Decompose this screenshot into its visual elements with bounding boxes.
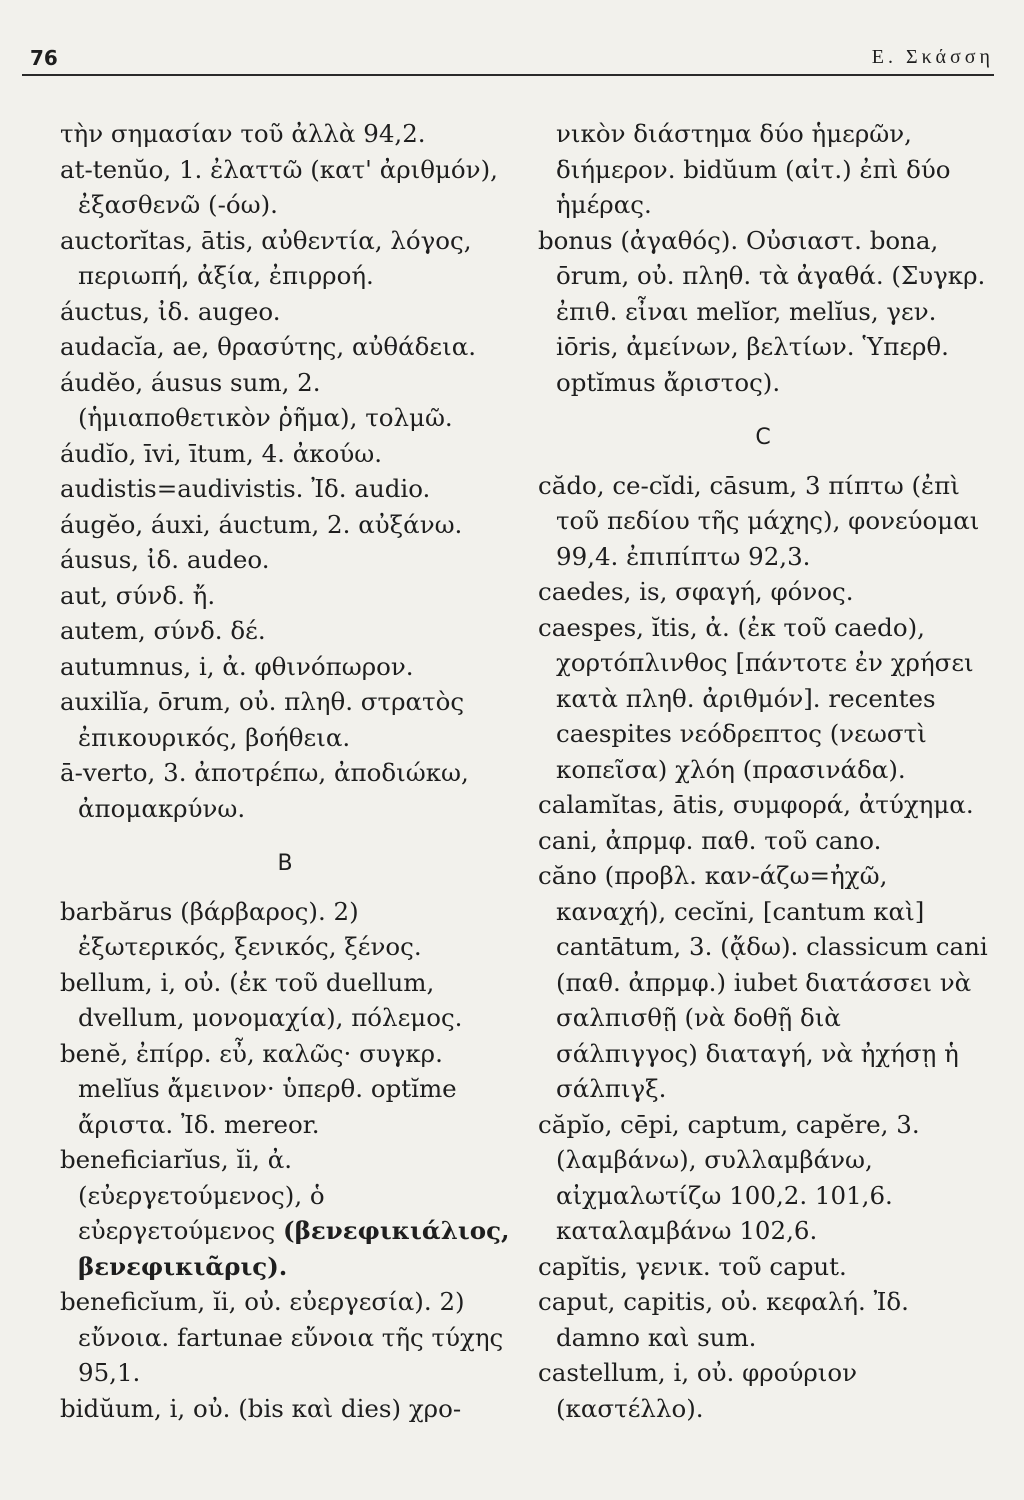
dictionary-entry: τὴν σημασίαν τοῦ ἀλλὰ 94,2. [60,119,426,148]
entry-text: beneficiarĭus, ĭi, ἀ. (εὐεργετούμενος), ὁ εὐεργετούμενος [60,1145,325,1245]
dictionary-entry: áugĕo, áuxi, áuctum, 2. αὐξάνω. [60,509,463,539]
dictionary-entry: bellum, i, οὐ. (ἐκ τοῦ duellum, dvellum, μονομαχία), πόλεμος. [60,967,463,1032]
dictionary-entry: caedes, is, σφαγή, φόνος. [538,577,854,606]
section-letter-c: C [755,425,771,450]
page-header [22,40,994,76]
dictionary-entry: caespes, ĭtis, ἀ. (ἐκ τοῦ caedo), χορτόπλινθος [πάντοτε ἐν χρήσει κατὰ πληθ. ἀριθμόν]. recentes caespites νεόδρεπτος (νεωστὶ κοπεῖσα) χλόη (πρασινάδα). [538,612,974,784]
entry-bold-gloss: (βενεφικιάλιος, βενεφικιᾶρις). [78,1216,510,1281]
dictionary-entry: ā-verto, 3. ἀποτρέπω, ἀποδιώκω, ἀπομακρύνω. [60,758,469,823]
dictionary-entry: áuctus, ἰδ. augeo. [60,296,281,326]
dictionary-entry: auctorĭtas, ātis, αὐθεντία, λόγος, περιωπή, ἀξία, ἐπιρροή. [60,225,472,290]
dictionary-entry: barbărus (βάρβαρος). 2) ἐξωτερικός, ξενικός, ξένος. [60,896,422,961]
dictionary-entry: áudĕo, áusus sum, 2. (ἡμιαποθετικὸν ῥῆμα), τολμῶ. [60,367,453,432]
dictionary-entry: cădo, ce-cĭdi, cāsum, 3 πίπτω (ἐπὶ τοῦ πεδίου τῆς μάχης), φονεύομαι 99,4. ἐπιπίπτω 92,3. [538,470,980,571]
dictionary-entry: capĭtis, γενικ. τοῦ caput. [538,1251,847,1281]
dictionary-entry: autem, σύνδ. δέ. [60,616,266,645]
dictionary-entry: áudĭo, īvi, ītum, 4. ἀκούω. [60,438,383,468]
dictionary-entry-beneficiarius [60,1142,510,1284]
dictionary-entry: audacĭa, ae, θρασύτης, αὐθάδεια. [60,332,477,361]
dictionary-entry: cani, ἀπρμφ. παθ. τοῦ cano. [538,825,882,855]
dictionary-entry: beneficĭum, ĭi, οὐ. εὐεργεσία). 2) εὔνοια. fartunae εὔνοια τῆς τύχης 95,1. [60,1287,504,1387]
dictionary-entry: căno (προβλ. καν-άζω=ἠχῶ, καναχή), cecĭni, [cantum καὶ] cantātum, 3. (ᾄδω). classicum cani (παθ. ἀπρμφ.) iubet διατάσσει νὰ σαλπισθῇ (νὰ δοθῇ διὰ σάλπιγγος) διαταγή, νὰ ἠχήσῃ ἡ σάλπιγξ. [538,861,988,1103]
dictionary-entry: áusus, ἰδ. audeo. [60,545,270,574]
dictionary-entry: auxilĭa, ōrum, οὐ. πληθ. στρατὸς ἐπικουρικός, βοήθεια. [60,687,465,752]
dictionary-entry: benĕ, ἐπίρρ. εὖ, καλῶς· συγκρ. melĭus ἄμεινον· ὑπερθ. optĭme ἄριστα. Ἰδ. mereor. [60,1038,457,1139]
dictionary-entry: calamĭtas, ātis, συμφορά, ἀτύχημα. [538,790,974,819]
right-column [538,116,988,1426]
left-column [60,116,510,1426]
dictionary-entry: at-tenŭo, 1. ἐλαττῶ (κατ' ἀριθμόν), ἐξασθενῶ (-όω). [60,154,498,219]
dictionary-entry: audistis=audivistis. Ἰδ. audio. [60,474,431,503]
entry-continuation: νικὸν διάστημα δύο ἡμερῶν, διήμερον. bidŭum (αἰτ.) ἐπὶ δύο ἡμέρας. [556,119,951,219]
dictionary-entry: căpĭo, cēpi, captum, capĕre, 3. (λαμβάνω), συλλαμβάνω, αἰχμαλωτίζω 100,2. 101,6. καταλαμβάνω 102,6. [538,1109,920,1245]
dictionary-entry: bonus (ἀγαθός). Οὐσιαστ. bona, ōrum, οὐ. πληθ. τὰ ἀγαθά. (Συγκρ. ἐπιθ. εἶναι melĭor, melĭus, γεν. iōris, ἀμείνων, βελτίων. Ὑπερθ. optĭmus ἄριστος). [538,225,986,397]
dictionary-entry: autumnus, i, ἀ. φθινόπωρον. [60,651,414,681]
dictionary-entry: caput, capitis, οὐ. κεφαλή. Ἰδ. damno καὶ sum. [538,1287,909,1352]
dictionary-entry: castellum, i, οὐ. φρούριον (καστέλλο). [538,1358,857,1423]
dictionary-entry: aut, σύνδ. ἤ. [60,580,216,610]
dictionary-entry: bidŭum, i, οὐ. (bis καὶ dies) χρο- [60,1393,462,1423]
page-number: 76 [30,46,58,70]
section-letter-b: B [277,851,293,876]
running-head: Ε. Σκάσση [871,46,994,68]
